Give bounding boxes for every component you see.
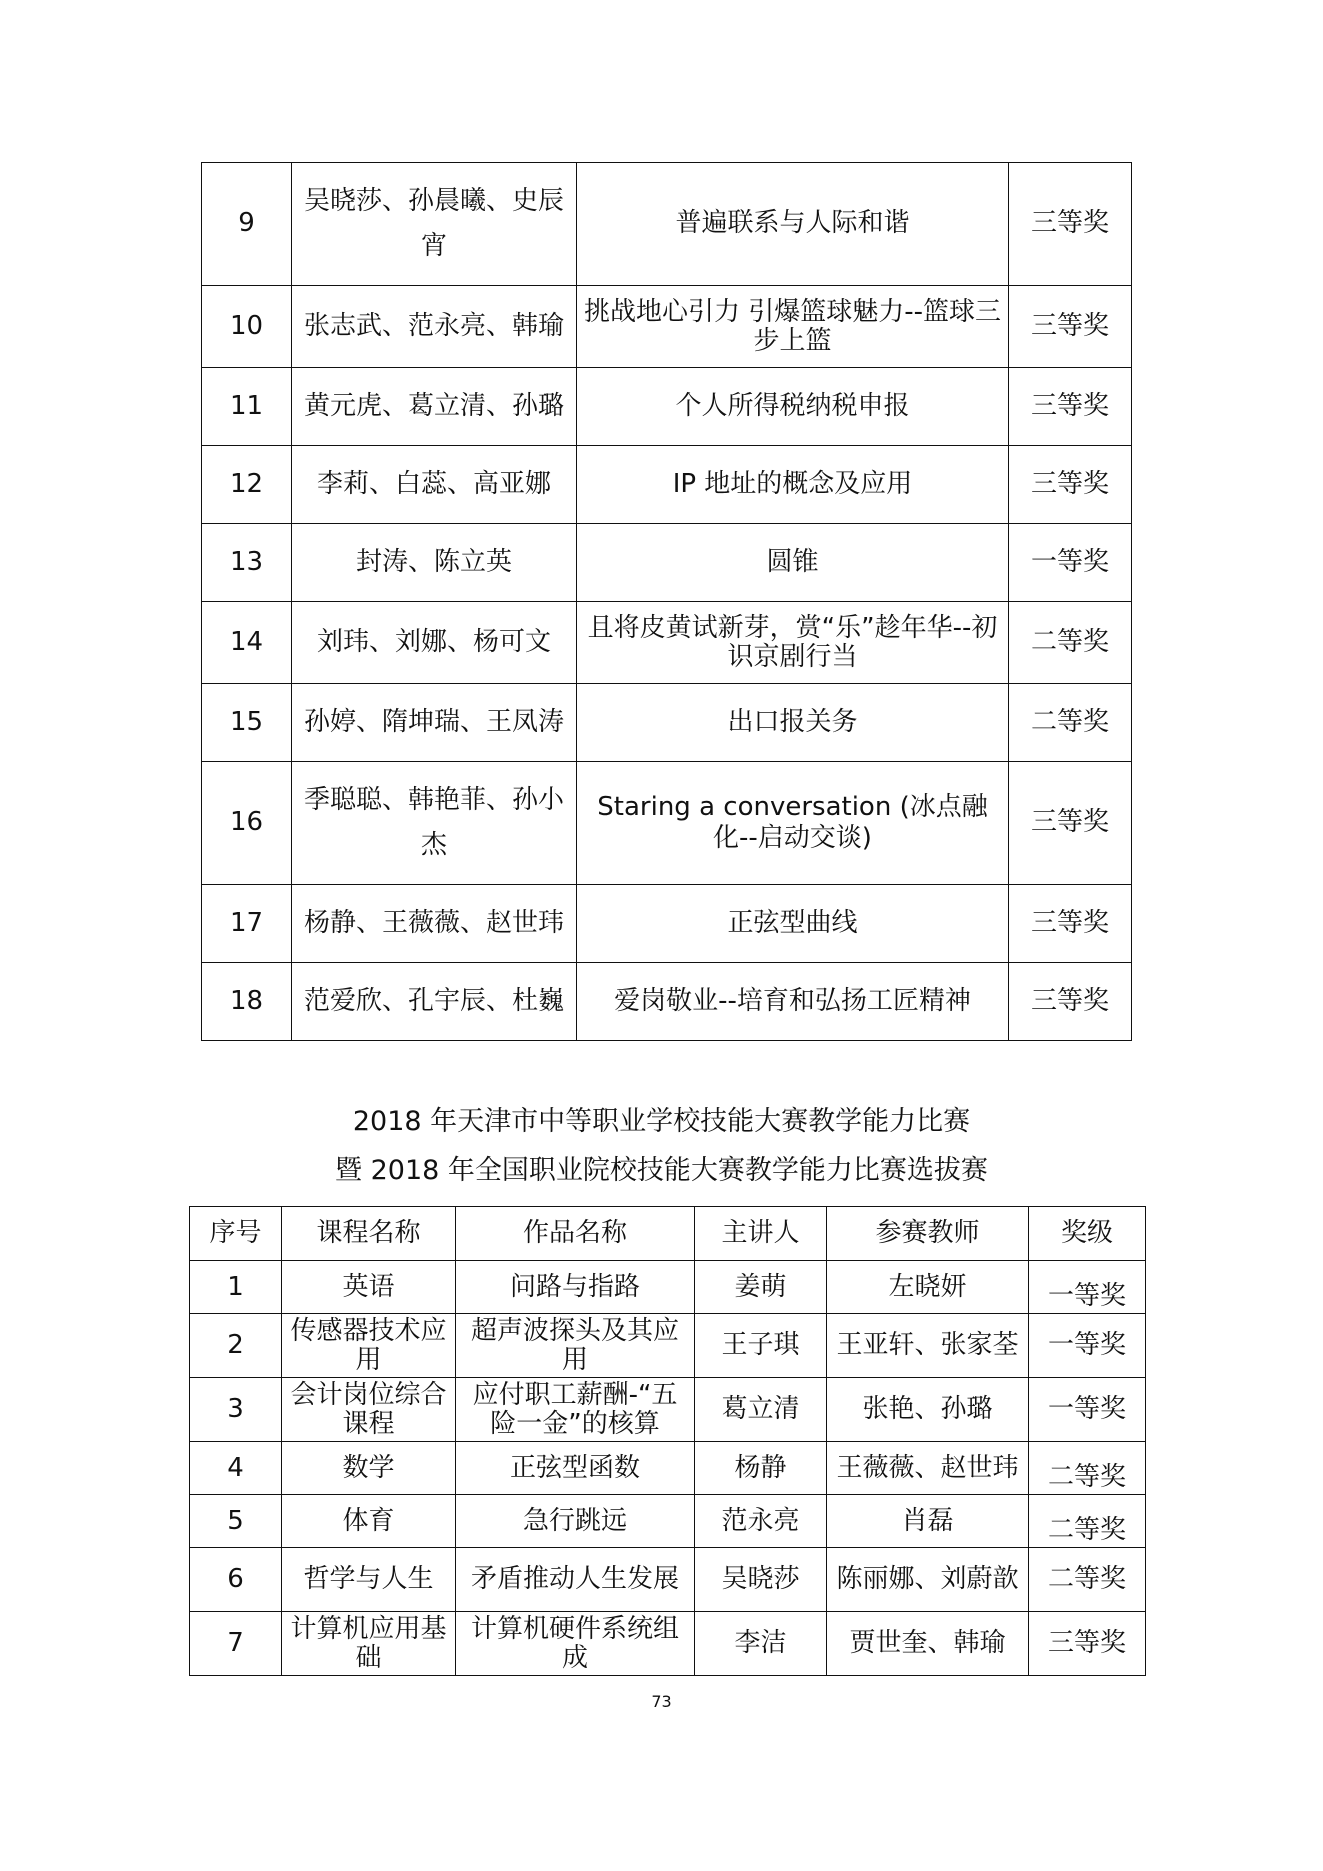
- course-name: 英语: [282, 1261, 456, 1314]
- table-row: [202, 684, 1132, 762]
- row-number: 2: [190, 1314, 282, 1378]
- row-number: 10: [202, 286, 292, 368]
- table-row: [202, 524, 1132, 602]
- work-title: 且将皮黄试新芽，赏“乐”趁年华--初识京剧行当: [577, 602, 1009, 684]
- team-members: 封涛、陈立英: [292, 524, 577, 602]
- teacher-names: 陈丽娜、刘蔚歆: [827, 1548, 1029, 1612]
- work-title: 圆锥: [577, 524, 1009, 602]
- row-number: 12: [202, 446, 292, 524]
- award-level: 三等奖: [1009, 286, 1132, 368]
- table-row: [202, 368, 1132, 446]
- team-members: 张志武、范永亮、韩瑜: [292, 286, 577, 368]
- award-level: 一等奖: [1029, 1378, 1146, 1442]
- teacher-names: 肖磊: [827, 1495, 1029, 1548]
- award-level: 一等奖: [1029, 1261, 1146, 1314]
- award-level: 三等奖: [1009, 762, 1132, 885]
- award-level: 二等奖: [1029, 1548, 1146, 1612]
- course-name: 传感器技术应用: [282, 1314, 456, 1378]
- teacher-names: 张艳、孙璐: [827, 1378, 1029, 1442]
- row-number: 17: [202, 885, 292, 963]
- speaker-name: 吴晓莎: [695, 1548, 827, 1612]
- team-members: 杨静、王薇薇、赵世玮: [292, 885, 577, 963]
- work-title: Staring a conversation (冰点融化--启动交谈): [577, 762, 1009, 885]
- team-members: 刘玮、刘娜、杨可文: [292, 602, 577, 684]
- row-number: 3: [190, 1378, 282, 1442]
- speaker-name: 李洁: [695, 1612, 827, 1676]
- teacher-names: 王亚轩、张家荃: [827, 1314, 1029, 1378]
- award-level: 三等奖: [1029, 1612, 1146, 1676]
- course-name: 会计岗位综合课程: [282, 1378, 456, 1442]
- table-row: [190, 1495, 1146, 1548]
- table-row: [190, 1261, 1146, 1314]
- team-members: 吴晓莎、孙晨曦、史辰宵: [292, 163, 577, 286]
- row-number: 4: [190, 1442, 282, 1495]
- work-title: 正弦型曲线: [577, 885, 1009, 963]
- row-number: 14: [202, 602, 292, 684]
- award-level: 一等奖: [1009, 524, 1132, 602]
- table-row: [190, 1612, 1146, 1676]
- row-number: 1: [190, 1261, 282, 1314]
- team-members: 孙婷、隋坤瑞、王凤涛: [292, 684, 577, 762]
- table-row: [202, 446, 1132, 524]
- work-name: 计算机硬件系统组成: [456, 1612, 695, 1676]
- speaker-name: 杨静: [695, 1442, 827, 1495]
- row-number: 15: [202, 684, 292, 762]
- team-members: 范爱欣、孔宇辰、杜巍: [292, 963, 577, 1041]
- row-number: 11: [202, 368, 292, 446]
- table-row: [190, 1548, 1146, 1612]
- table-row: [190, 1314, 1146, 1378]
- top-award-table: [201, 162, 1132, 1041]
- course-name: 体育: [282, 1495, 456, 1548]
- work-title: 出口报关务: [577, 684, 1009, 762]
- work-name: 急行跳远: [456, 1495, 695, 1548]
- work-title: 爱岗敬业--培育和弘扬工匠精神: [577, 963, 1009, 1041]
- table-row: [202, 885, 1132, 963]
- teacher-names: 左晓妍: [827, 1261, 1029, 1314]
- speaker-name: 葛立清: [695, 1378, 827, 1442]
- row-number: 5: [190, 1495, 282, 1548]
- speaker-name: 王子琪: [695, 1314, 827, 1378]
- award-level: 三等奖: [1009, 163, 1132, 286]
- work-name: 问路与指路: [456, 1261, 695, 1314]
- row-number: 6: [190, 1548, 282, 1612]
- row-number: 18: [202, 963, 292, 1041]
- award-level: 一等奖: [1029, 1314, 1146, 1378]
- row-number: 9: [202, 163, 292, 286]
- course-name: 数学: [282, 1442, 456, 1495]
- table-row: [202, 762, 1132, 885]
- table-header-row: [190, 1207, 1146, 1261]
- team-members: 黄元虎、葛立清、孙璐: [292, 368, 577, 446]
- table-row: [202, 602, 1132, 684]
- row-number: 13: [202, 524, 292, 602]
- speaker-name: 姜萌: [695, 1261, 827, 1314]
- work-title: 普遍联系与人际和谐: [577, 163, 1009, 286]
- table-row: [202, 286, 1132, 368]
- table-row: [202, 963, 1132, 1041]
- table-row: [190, 1378, 1146, 1442]
- work-title: 挑战地心引力 引爆篮球魅力--篮球三步上篮: [577, 286, 1009, 368]
- course-name: 哲学与人生: [282, 1548, 456, 1612]
- speaker-name: 范永亮: [695, 1495, 827, 1548]
- award-level: 三等奖: [1009, 446, 1132, 524]
- teaching-competition-table: [189, 1206, 1146, 1676]
- award-level: 二等奖: [1009, 684, 1132, 762]
- header-award: 奖级: [1029, 1207, 1146, 1261]
- award-level: 二等奖: [1009, 602, 1132, 684]
- award-level: 二等奖: [1029, 1495, 1146, 1548]
- teacher-names: 王薇薇、赵世玮: [827, 1442, 1029, 1495]
- award-level: 三等奖: [1009, 963, 1132, 1041]
- work-name: 超声波探头及其应用: [456, 1314, 695, 1378]
- award-level: 三等奖: [1009, 368, 1132, 446]
- team-members: 季聪聪、韩艳菲、孙小杰: [292, 762, 577, 885]
- work-name: 矛盾推动人生发展: [456, 1548, 695, 1612]
- section-heading-line-1: 2018 年天津市中等职业学校技能大赛教学能力比赛: [352, 1106, 971, 1137]
- award-level: 三等奖: [1009, 885, 1132, 963]
- work-name: 应付职工薪酬-“五险一金”的核算: [456, 1378, 695, 1442]
- section-heading-line-2: 暨 2018 年全国职业院校技能大赛教学能力比赛选拔赛: [335, 1155, 988, 1186]
- header-course: 课程名称: [282, 1207, 456, 1261]
- teacher-names: 贾世奎、韩瑜: [827, 1612, 1029, 1676]
- header-number: 序号: [190, 1207, 282, 1261]
- row-number: 16: [202, 762, 292, 885]
- row-number: 7: [190, 1612, 282, 1676]
- work-title: IP 地址的概念及应用: [577, 446, 1009, 524]
- work-title: 个人所得税纳税申报: [577, 368, 1009, 446]
- header-teachers: 参赛教师: [827, 1207, 1029, 1261]
- team-members: 李莉、白蕊、高亚娜: [292, 446, 577, 524]
- table-row: [202, 163, 1132, 286]
- award-level: 二等奖: [1029, 1442, 1146, 1495]
- work-name: 正弦型函数: [456, 1442, 695, 1495]
- header-speaker: 主讲人: [695, 1207, 827, 1261]
- table-row: [190, 1442, 1146, 1495]
- page-number: 73: [651, 1692, 672, 1711]
- course-name: 计算机应用基础: [282, 1612, 456, 1676]
- header-work: 作品名称: [456, 1207, 695, 1261]
